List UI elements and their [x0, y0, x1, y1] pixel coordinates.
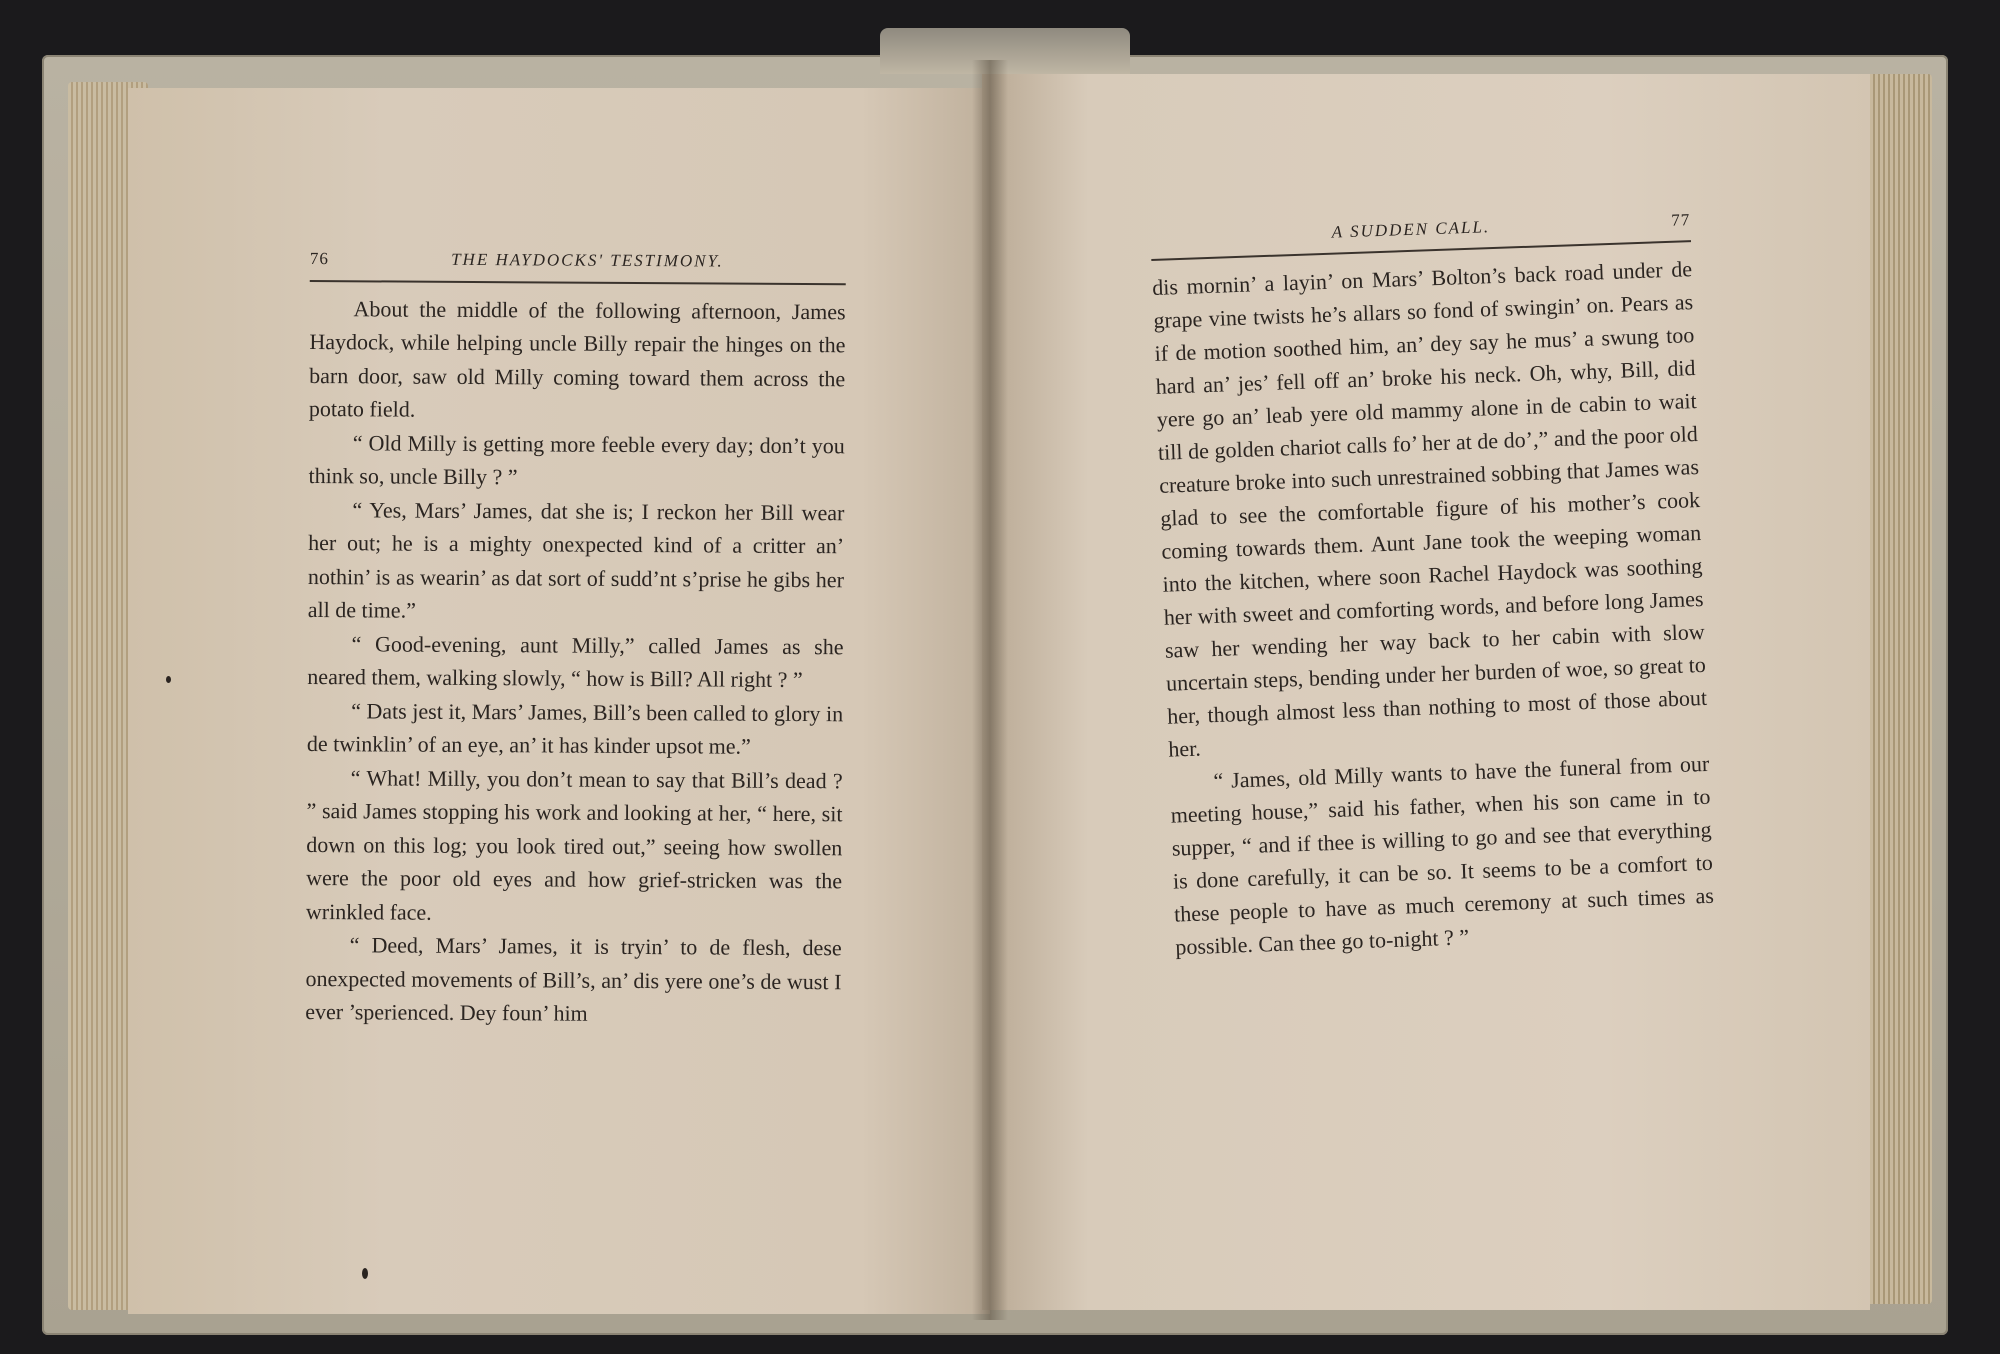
left-paragraph: “ Dats jest it, Mars’ James, Bill’s been called to glory in de twinklin’ of an eye, an’ it has kinder upsot me.”: [306, 697, 844, 759]
left-paragraph: About the middle of the following afternoon, James Haydock, while helping uncle Billy repair the hinges on the barn door, saw old Milly coming toward them across the potato field.: [308, 295, 846, 422]
left-paragraph: “ Good-evening, aunt Milly,” called James as she neared them, walking slowly, “ how is Bill? All right ? ”: [307, 630, 844, 693]
right-continuation-paragraph: dis mornin’ a layin’ on Mars’ Bolton’s back road under de grape vine twists he’s allars so fond of swingin’ on. Pears as if de motion soothed him, an’ dey say he mus’ a swung too hard an’ jes’ fell off an’ broke his neck. Oh, why, Bill, did yere go an’ leab yere old mammy alone in de cabin to wait till de golden chariot calls fo’ her at de do’,” and the poor old creature broke into such unrestrained sobbing that James was glad to see the comfortable figure of his mother’s cook coming towards them. Aunt Jane took the weeping woman into the kitchen, where soon Rachel Haydock was soothing her with sweet and comforting words, and before long James saw her wending her way back to her cabin with slow uncertain steps, bending under her burden of woe, so great to her, though almost less than nothing to most of those about her.: [1151, 256, 1708, 762]
ink-speck: [166, 676, 171, 683]
right-page-number: 77: [1670, 210, 1691, 230]
right-paragraph: “ James, old Milly wants to have the funeral from our meeting house,” said his father, when his son came in to supper, “ and if thee is willing to go and see that everything is done carefully, it can be so. It seems to be a comfort to these people to have as much ceremony at such times as possible. Can thee go to-night ? ”: [1170, 750, 1715, 960]
book-gutter: [972, 60, 1008, 1320]
left-paragraph: “ What! Milly, you don’t mean to say that Bill’s dead ? ” said James stopping his work and looking at her, “ here, sit down on this log; you look tired out,” seeing how swollen were the poor old eyes and how grief-stricken was the wrinkled face.: [305, 764, 843, 925]
left-running-title: THE HAYDOCKS' TESTIMONY.: [451, 249, 724, 271]
left-running-head: [310, 242, 846, 285]
left-paragraph: “ Old Milly is getting more feeble every day; don’t you think so, uncle Billy ? ”: [308, 429, 845, 490]
left-page-text: [305, 242, 846, 1032]
ink-speck: [362, 1268, 368, 1279]
right-page-text: [1150, 203, 1716, 963]
right-running-title: A SUDDEN CALL.: [1331, 217, 1491, 242]
left-paragraph: “ Deed, Mars’ James, it is tryin’ to de flesh, dese onexpected movements of Bill’s, an’ dis yere one’s de wust I ever ’sperienced. Dey foun’ him: [305, 932, 842, 1026]
left-paragraph: “ Yes, Mars’ James, dat she is; I reckon her Bill wear her out; he is a mighty onexpected kind of a critter an’ nothin’ is as wearin’ as dat sort of sudd’nt s’prise he gibs her all de time.”: [307, 496, 845, 623]
left-page-number: 76: [309, 248, 329, 269]
